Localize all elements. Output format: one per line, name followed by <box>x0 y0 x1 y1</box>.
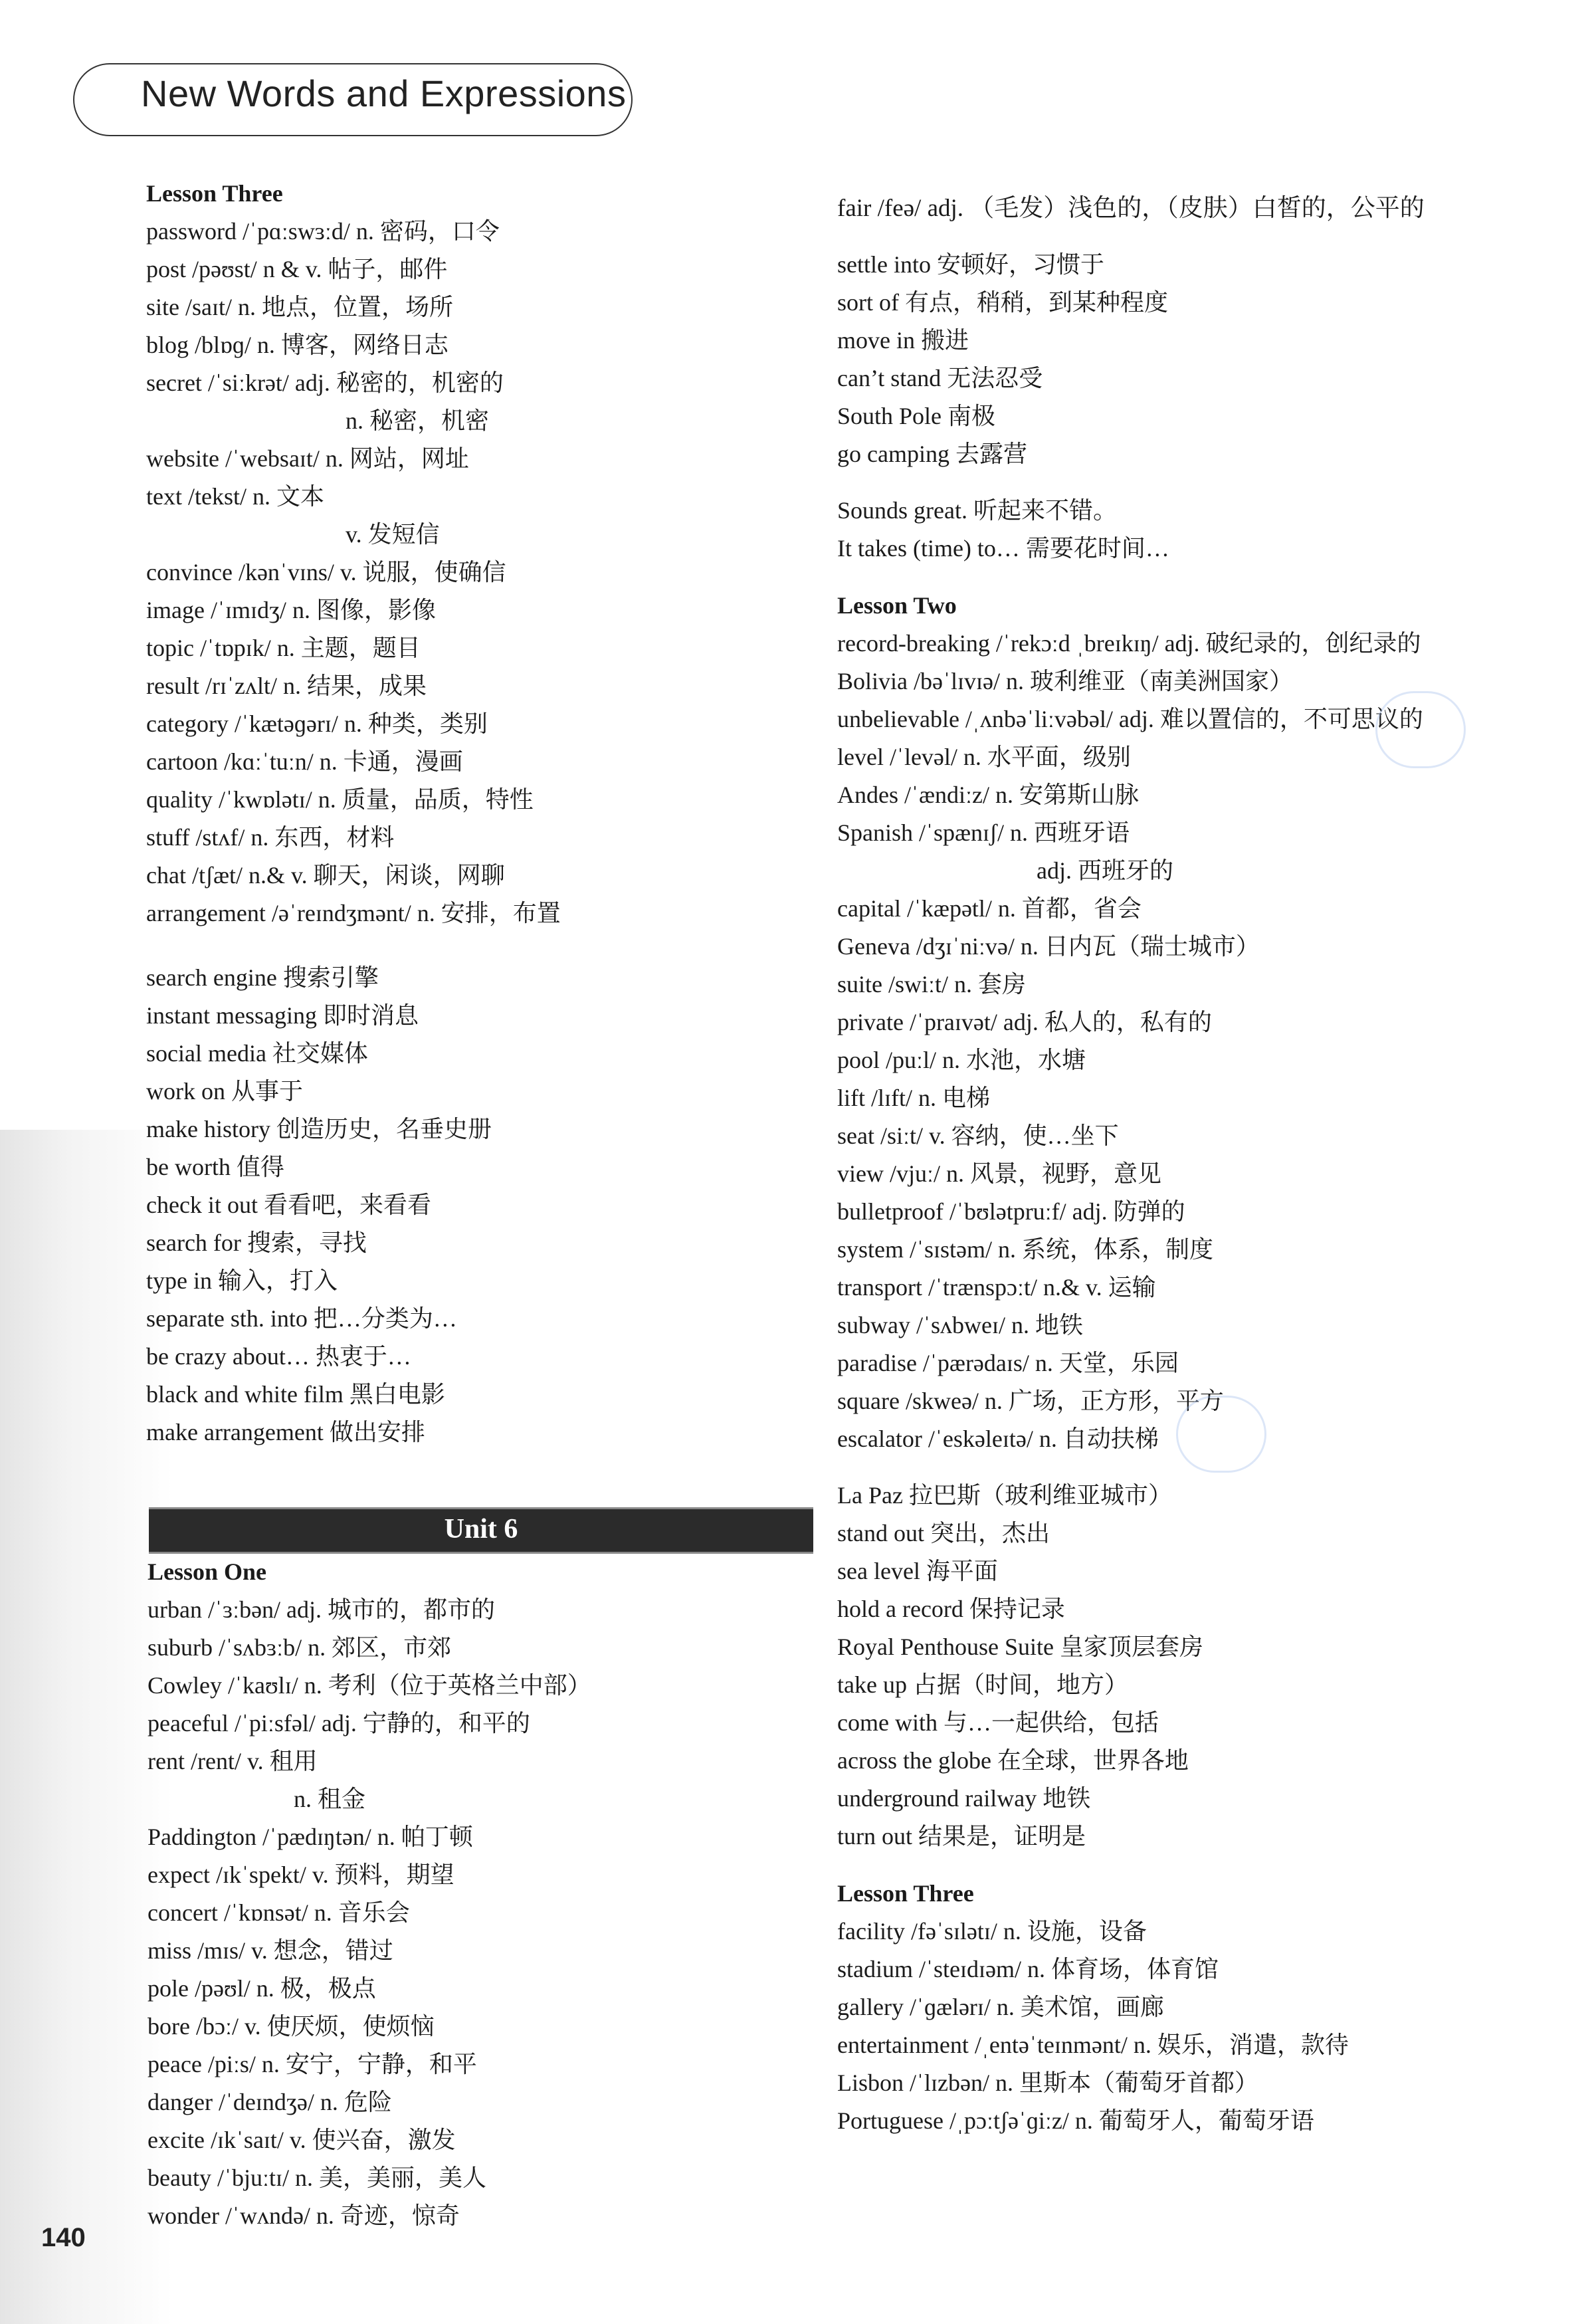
list-entry: n. 秘密，机密 <box>346 407 490 434</box>
list-entry: bore /bɔː/ v. 使厌烦，使烦恼 <box>148 2013 435 2040</box>
list-entry: suite /swiːt/ n. 套房 <box>837 971 1027 998</box>
phrase-list <box>837 246 1568 473</box>
list-entry: Spanish /ˈspænɪʃ/ n. 西班牙语 <box>837 819 1130 846</box>
list-entry: across the globe 在全球，世界各地 <box>837 1747 1189 1774</box>
vocab-entry: fair /feə/ adj. （毛发）浅色的，（皮肤）白皙的，公平的 <box>837 195 1425 222</box>
list-entry: make history 创造历史，名垂史册 <box>146 1116 492 1142</box>
page-title: New Words and Expressions <box>141 72 627 114</box>
list-entry: adj. 西班牙的 <box>1037 857 1173 884</box>
list-entry: convince /kənˈvɪns/ v. 说服，使确信 <box>146 559 506 585</box>
list-entry: website /ˈwebsaɪt/ n. 网站，网址 <box>146 445 469 472</box>
list-entry: pool /puːl/ n. 水池，水塘 <box>837 1047 1086 1073</box>
list-entry: password /ˈpɑːswɜːd/ n. 密码，口令 <box>146 218 500 245</box>
list-entry: Royal Penthouse Suite 皇家顶层套房 <box>837 1634 1203 1660</box>
list-entry: transport /ˈtrænspɔːt/ n.& v. 运输 <box>837 1274 1156 1301</box>
list-entry: go camping 去露营 <box>837 441 1027 467</box>
list-entry: Lisbon /ˈlɪzbən/ n. 里斯本（葡萄牙首都） <box>837 2069 1258 2096</box>
list-entry: stuff /stʌf/ n. 东西，材料 <box>146 824 395 851</box>
list-entry: gallery /ˈɡælərɪ/ n. 美术馆，画廊 <box>837 1994 1164 2020</box>
list-entry: hold a record 保持记录 <box>837 1596 1065 1622</box>
list-entry: excite /ɪkˈsaɪt/ v. 使兴奋，激发 <box>148 2127 456 2153</box>
list-entry: check it out 看看吧，来看看 <box>146 1192 431 1218</box>
list-entry: Geneva /dʒɪˈniːvə/ n. 日内瓦（瑞士城市） <box>837 933 1260 960</box>
list-entry: unbelievable /ˌʌnbəˈliːvəbəl/ adj. 难以置信的，不可思议的 <box>837 706 1423 732</box>
list-entry: cartoon /kɑːˈtuːn/ n. 卡通，漫画 <box>146 748 463 775</box>
list-entry: search engine 搜索引擎 <box>146 964 379 991</box>
list-entry: peace /piːs/ n. 安宁，宁静，和平 <box>148 2051 477 2077</box>
list-entry: v. 发短信 <box>346 521 440 548</box>
phrase-list <box>146 959 811 1451</box>
list-entry: underground railway 地铁 <box>837 1785 1091 1812</box>
list-entry: type in 输入，打入 <box>146 1267 338 1294</box>
list-entry: sea level 海平面 <box>837 1558 998 1584</box>
list-entry: Cowley /ˈkaʊlɪ/ n. 考利（位于英格兰中部） <box>148 1672 591 1699</box>
list-entry: miss /mɪs/ v. 想念，错过 <box>148 1937 393 1964</box>
list-entry: result /rɪˈzʌlt/ n. 结果，成果 <box>146 673 427 699</box>
list-entry: danger /ˈdeɪndʒə/ n. 危险 <box>148 2089 392 2115</box>
list-entry: text /tekst/ n. 文本 <box>146 483 324 510</box>
list-entry: wonder /ˈwʌndə/ n. 奇迹，惊奇 <box>148 2202 460 2229</box>
vocabulary-list <box>146 213 811 932</box>
list-entry: social media 社交媒体 <box>146 1040 368 1067</box>
list-entry: beauty /ˈbjuːtɪ/ n. 美，美丽，美人 <box>148 2165 486 2191</box>
list-entry: search for 搜索，寻找 <box>146 1229 367 1256</box>
list-entry: bulletproof /ˈbʊlətpruːf/ adj. 防弹的 <box>837 1198 1185 1225</box>
list-entry: suburb /ˈsʌbɜːb/ n. 郊区，市郊 <box>148 1634 452 1661</box>
list-entry: arrangement /əˈreɪndʒmənt/ n. 安排，布置 <box>146 900 561 926</box>
vocabulary-list <box>148 1591 812 2235</box>
list-entry: settle into 安顿好，习惯于 <box>837 251 1104 278</box>
list-entry: can’t stand 无法忍受 <box>837 365 1043 391</box>
list-entry: paradise /ˈpærədaɪs/ n. 天堂，乐园 <box>837 1350 1179 1376</box>
left-column <box>146 174 811 1451</box>
list-entry: level /ˈlevəl/ n. 水平面，级别 <box>837 744 1131 770</box>
vocabulary-list <box>837 1913 1568 2140</box>
list-entry: expect /ɪkˈspekt/ v. 预料，期望 <box>148 1861 454 1888</box>
list-entry: chat /tʃæt/ n.& v. 聊天，闲谈，网聊 <box>146 862 505 889</box>
list-entry: sort of 有点，稍稍，到某种程度 <box>837 289 1168 316</box>
unit-label: Unit 6 <box>444 1514 518 1544</box>
lesson-heading: Lesson Three <box>837 1880 974 1907</box>
list-entry: come with 与…一起供给，包括 <box>837 1709 1159 1736</box>
list-entry: topic /ˈtɒpɪk/ n. 主题，题目 <box>146 635 421 661</box>
list-entry: private /ˈpraɪvət/ adj. 私人的，私有的 <box>837 1009 1212 1035</box>
list-entry: make arrangement 做出安排 <box>146 1419 425 1445</box>
page-number: 140 <box>41 2223 86 2252</box>
watermark-stamp <box>1176 1396 1266 1473</box>
list-entry: stadium /ˈsteɪdɪəm/ n. 体育场，体育馆 <box>837 1956 1219 1982</box>
list-entry: Portuguese /ˌpɔːtʃəˈɡiːz/ n. 葡萄牙人，葡萄牙语 <box>837 2107 1314 2134</box>
list-entry: secret /ˈsiːkrət/ adj. 秘密的，机密的 <box>146 370 504 396</box>
list-entry: black and white film 黑白电影 <box>146 1381 445 1408</box>
list-entry: Sounds great. 听起来不错。 <box>837 497 1117 524</box>
lesson-heading: Lesson Two <box>837 592 957 619</box>
list-entry: post /pəʊst/ n & v. 帖子，邮件 <box>146 256 448 282</box>
list-entry: escalator /ˈeskəleɪtə/ n. 自动扶梯 <box>837 1426 1159 1452</box>
list-entry: turn out 结果是，证明是 <box>837 1823 1086 1849</box>
list-entry: category /ˈkætəɡərɪ/ n. 种类，类别 <box>146 710 488 737</box>
list-entry: South Pole 南极 <box>837 403 996 429</box>
list-entry: view /vjuː/ n. 风景，视野，意见 <box>837 1160 1161 1187</box>
list-entry: La Paz 拉巴斯（玻利维亚城市） <box>837 1482 1172 1509</box>
list-entry: capital /ˈkæpətl/ n. 首都，省会 <box>837 895 1142 922</box>
list-entry: quality /ˈkwɒlətɪ/ n. 质量，品质，特性 <box>146 786 534 813</box>
list-entry: site /saɪt/ n. 地点，位置，场所 <box>146 294 453 320</box>
list-entry: pole /pəʊl/ n. 极，极点 <box>148 1975 376 2002</box>
list-entry: Bolivia /bəˈlɪvɪə/ n. 玻利维亚（南美洲国家） <box>837 668 1293 694</box>
watermark-stamp <box>1375 691 1466 768</box>
lesson-heading: Lesson One <box>148 1558 267 1585</box>
phrase-list <box>837 1477 1568 1855</box>
list-entry: subway /ˈsʌbweɪ/ n. 地铁 <box>837 1312 1083 1338</box>
list-entry: concert /ˈkɒnsət/ n. 音乐会 <box>148 1899 410 1926</box>
list-entry: peaceful /ˈpiːsfəl/ adj. 宁静的，和平的 <box>148 1710 530 1737</box>
list-entry: Paddington /ˈpædɪŋtən/ n. 帕丁顿 <box>148 1824 473 1850</box>
list-entry: separate sth. into 把…分类为… <box>146 1305 457 1332</box>
list-entry: record-breaking /ˈrekɔːd ˌbreɪkɪŋ/ adj. 破纪录的，创纪录的 <box>837 630 1421 657</box>
list-entry: rent /rent/ v. 租用 <box>148 1748 318 1774</box>
sentence-list <box>837 492 1568 568</box>
list-entry: urban /ˈɜːbən/ adj. 城市的，都市的 <box>148 1596 496 1623</box>
list-entry: Andes /ˈændiːz/ n. 安第斯山脉 <box>837 782 1139 808</box>
list-entry: take up 占据（时间，地方） <box>837 1671 1128 1698</box>
left-column-unit6 <box>148 1552 812 2235</box>
right-column <box>837 189 1568 2140</box>
list-entry: work on 从事于 <box>146 1078 303 1105</box>
list-entry: square /skweə/ n. 广场，正方形，平方 <box>837 1388 1224 1414</box>
unit-banner <box>149 1507 813 1554</box>
list-entry: stand out 突出，杰出 <box>837 1520 1050 1546</box>
list-entry: image /ˈɪmɪdʒ/ n. 图像，影像 <box>146 597 436 623</box>
list-entry: blog /blɒɡ/ n. 博客，网络日志 <box>146 332 448 358</box>
list-entry: It takes (time) to… 需要花时间… <box>837 535 1169 562</box>
list-entry: lift /lɪft/ n. 电梯 <box>837 1085 990 1111</box>
list-entry: system /ˈsɪstəm/ n. 系统，体系，制度 <box>837 1236 1213 1263</box>
list-entry: instant messaging 即时消息 <box>146 1002 419 1029</box>
lesson-heading: Lesson Three <box>146 180 283 207</box>
list-entry: be worth 值得 <box>146 1154 284 1180</box>
list-entry: facility /fəˈsɪlətɪ/ n. 设施，设备 <box>837 1918 1147 1945</box>
list-entry: seat /siːt/ v. 容纳，使…坐下 <box>837 1122 1119 1149</box>
list-entry: be crazy about… 热衷于… <box>146 1343 411 1370</box>
list-entry: n. 租金 <box>294 1786 366 1812</box>
list-entry: entertainment /ˌentəˈteɪnmənt/ n. 娱乐，消遣，款待 <box>837 2032 1349 2058</box>
list-entry: move in 搬进 <box>837 327 969 354</box>
